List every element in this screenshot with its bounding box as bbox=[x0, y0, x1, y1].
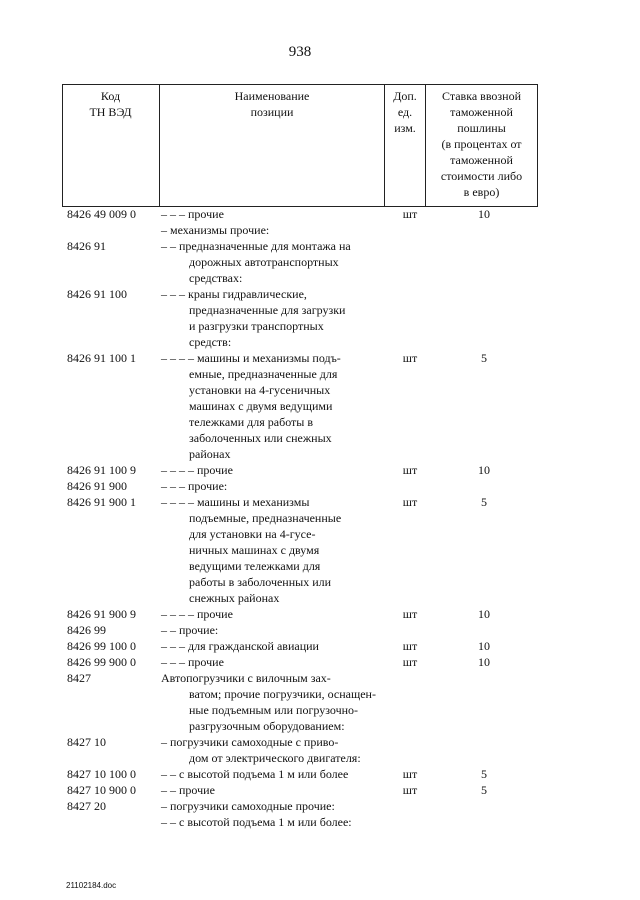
unit-cell: шт bbox=[402, 639, 418, 653]
table-top-rule bbox=[62, 84, 538, 85]
position-name-line: – механизмы прочие: bbox=[161, 223, 270, 237]
header-rate: Ставка ввозной таможенной пошлины (в процентах от таможенной стоимости либо в евро) bbox=[440, 89, 523, 199]
unit-cell: шт bbox=[402, 783, 418, 797]
tn-ved-code: 8426 91 900 9 bbox=[67, 607, 136, 621]
header-code: Код ТН ВЭД bbox=[89, 89, 132, 119]
tn-ved-code: 8426 91 bbox=[67, 239, 106, 253]
tn-ved-code: 8426 99 100 0 bbox=[67, 639, 136, 653]
duty-rate-cell: 5 bbox=[481, 767, 487, 781]
position-name-line: – погрузчики самоходные прочие: bbox=[161, 799, 335, 813]
header-name: Наименование позиции bbox=[234, 89, 310, 119]
duty-rate-cell: 10 bbox=[478, 463, 490, 477]
tn-ved-code: 8426 91 100 9 bbox=[67, 463, 136, 477]
position-name bbox=[161, 206, 383, 222]
position-name bbox=[161, 654, 383, 670]
tn-ved-code: 8426 91 100 bbox=[67, 287, 127, 301]
position-name bbox=[161, 766, 383, 782]
unit-cell: шт bbox=[402, 607, 418, 621]
tn-ved-code: 8427 20 bbox=[67, 799, 106, 813]
position-name bbox=[161, 494, 383, 606]
position-name-line: районах bbox=[189, 447, 231, 461]
position-name-line: заболоченных или снежных bbox=[189, 431, 332, 445]
position-name bbox=[161, 622, 383, 638]
position-name-line: – – – – прочие bbox=[161, 463, 233, 477]
position-name bbox=[161, 286, 383, 350]
position-name-line: – – – – машины и механизмы bbox=[161, 495, 310, 509]
header-right-border bbox=[537, 84, 538, 207]
position-name-line: – – с высотой подъема 1 м или более: bbox=[161, 815, 352, 829]
position-name-line: – – – прочие: bbox=[161, 479, 228, 493]
position-name-line: – – – краны гидравлические, bbox=[161, 287, 307, 301]
unit-cell: шт bbox=[402, 495, 418, 509]
position-name bbox=[161, 814, 383, 830]
header-unit: Доп. ед. изм. bbox=[393, 89, 417, 135]
position-name-line: – – предназначенные для монтажа на bbox=[161, 239, 351, 253]
position-name bbox=[161, 782, 383, 798]
position-name-line: – – – – машины и механизмы подъ- bbox=[161, 351, 341, 365]
position-name-line: дом от электрического двигателя: bbox=[189, 751, 361, 765]
duty-rate-cell: 5 bbox=[481, 783, 487, 797]
position-name-line: предназначенные для загрузки bbox=[189, 303, 346, 317]
unit-cell: шт bbox=[402, 767, 418, 781]
position-name bbox=[161, 606, 383, 622]
position-name-line: – – прочие bbox=[161, 783, 215, 797]
tn-ved-code: 8426 99 bbox=[67, 623, 106, 637]
position-name-line: для установки на 4-гусе- bbox=[189, 527, 316, 541]
tn-ved-code: 8427 10 900 0 bbox=[67, 783, 136, 797]
tn-ved-code: 8426 91 900 1 bbox=[67, 495, 136, 509]
tn-ved-code: 8426 99 900 0 bbox=[67, 655, 136, 669]
unit-cell: шт bbox=[402, 463, 418, 477]
duty-rate-cell: 5 bbox=[481, 495, 487, 509]
position-name-line: ничных машинах с двумя bbox=[189, 543, 320, 557]
duty-rate-cell: 10 bbox=[478, 207, 490, 221]
position-name-line: средствах: bbox=[189, 271, 243, 285]
position-name bbox=[161, 670, 383, 734]
position-name-line: – – – прочие bbox=[161, 207, 224, 221]
position-name bbox=[161, 638, 383, 654]
position-name-line: – – – прочие bbox=[161, 655, 224, 669]
position-name-line: – – с высотой подъема 1 м или более bbox=[161, 767, 349, 781]
position-name bbox=[161, 350, 383, 462]
duty-rate-cell: 10 bbox=[478, 639, 490, 653]
duty-rate-cell: 10 bbox=[478, 607, 490, 621]
position-name-line: тележками для работы в bbox=[189, 415, 314, 429]
position-name-line: подъемные, предназначенные bbox=[189, 511, 342, 525]
position-name-line: ведущими тележками для bbox=[189, 559, 321, 573]
unit-cell: шт bbox=[402, 207, 418, 221]
duty-rate-cell: 10 bbox=[478, 655, 490, 669]
position-name-line: установки на 4-гусеничных bbox=[189, 383, 331, 397]
position-name-line: работы в заболоченных или bbox=[189, 575, 332, 589]
tn-ved-code: 8427 10 bbox=[67, 735, 106, 749]
position-name-line: Автопогрузчики с вилочным зах- bbox=[161, 671, 331, 685]
footer-filename: 21102184.doc bbox=[66, 881, 117, 890]
page-number: 938 bbox=[288, 44, 312, 60]
duty-rate-cell: 5 bbox=[481, 351, 487, 365]
position-name-line: средств: bbox=[189, 335, 232, 349]
position-name-line: емные, предназначенные для bbox=[189, 367, 338, 381]
position-name-line: ные подъемным или погрузочно- bbox=[189, 703, 359, 717]
position-name-line: ватом; прочие погрузчики, оснащен- bbox=[189, 687, 376, 701]
position-name bbox=[161, 462, 383, 478]
unit-cell: шт bbox=[402, 351, 418, 365]
position-name bbox=[161, 798, 383, 814]
position-name-line: снежных районах bbox=[189, 591, 280, 605]
unit-cell: шт bbox=[402, 655, 418, 669]
position-name-line: и разгрузки транспортных bbox=[189, 319, 324, 333]
position-name bbox=[161, 478, 383, 494]
position-name bbox=[161, 734, 383, 766]
position-name-line: – – прочие: bbox=[161, 623, 219, 637]
tn-ved-code: 8426 91 900 bbox=[67, 479, 127, 493]
tn-ved-code: 8427 bbox=[67, 671, 91, 685]
tn-ved-code: 8427 10 100 0 bbox=[67, 767, 136, 781]
position-name-line: дорожных автотранспортных bbox=[189, 255, 339, 269]
position-name-line: – – – – прочие bbox=[161, 607, 233, 621]
position-name bbox=[161, 222, 383, 238]
position-name bbox=[161, 238, 383, 286]
position-name-line: – – – для гражданской авиации bbox=[161, 639, 319, 653]
tn-ved-code: 8426 49 009 0 bbox=[67, 207, 136, 221]
position-name-line: – погрузчики самоходные с приво- bbox=[161, 735, 339, 749]
tn-ved-code: 8426 91 100 1 bbox=[67, 351, 136, 365]
position-name-line: машинах с двумя ведущими bbox=[189, 399, 333, 413]
position-name-line: разгрузочным оборудованием: bbox=[189, 719, 345, 733]
